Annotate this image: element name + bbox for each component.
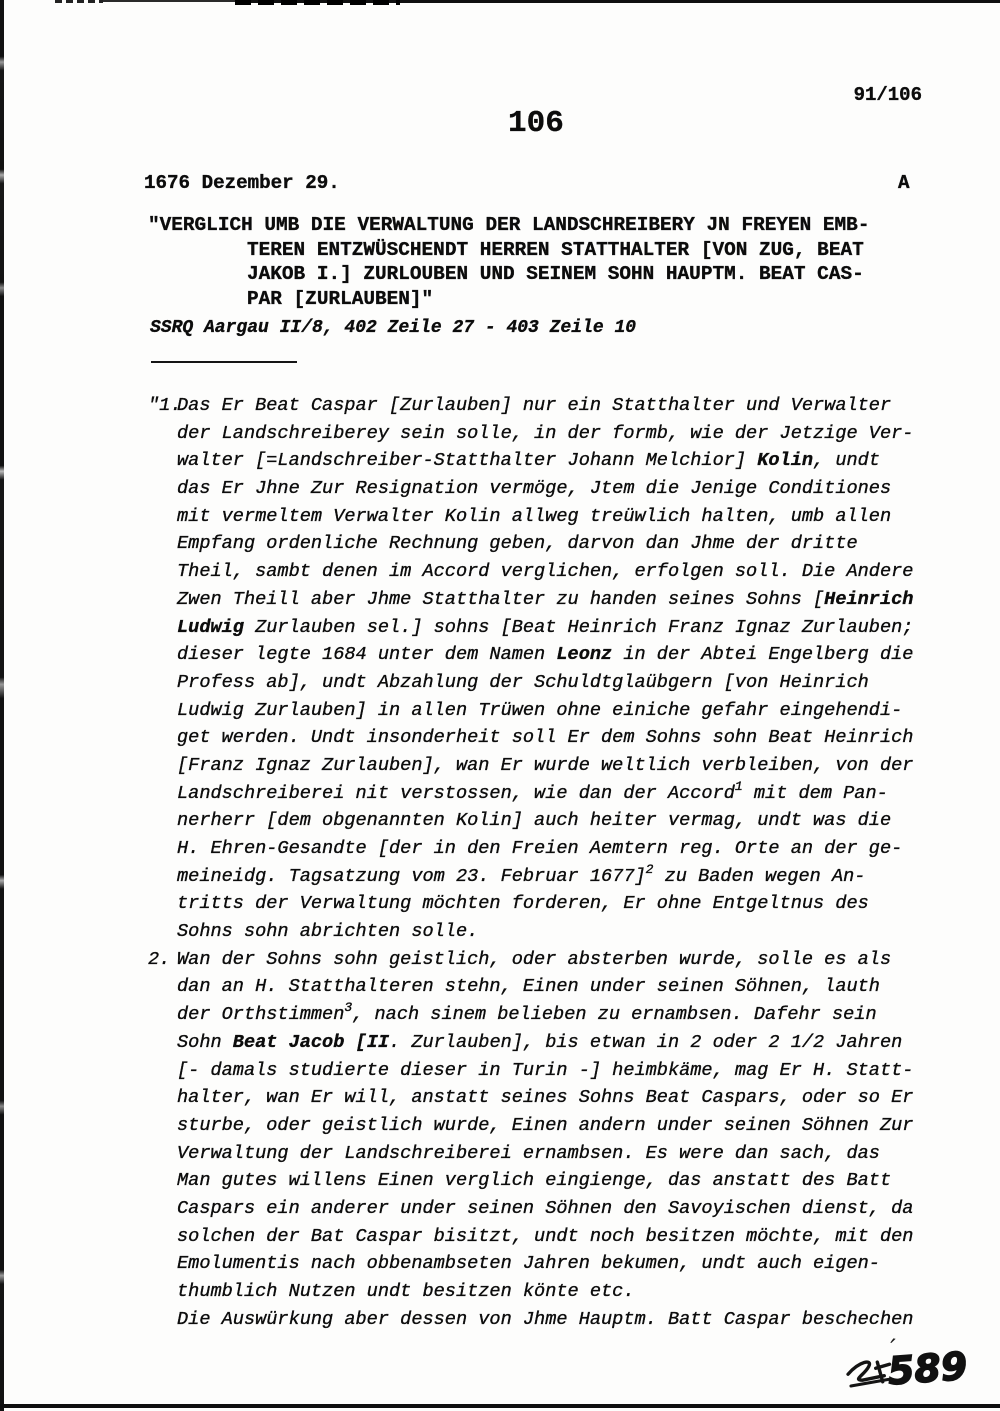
body-line: solchen der Bat Caspar bisitzt, undt noch besitzen möchte, mit den [177,1225,914,1247]
body-line: nerherr [dem obgenannten Kolin] auch heiter vermag, undt was die [177,810,892,832]
scan-edge-top-dashes [55,0,103,3]
body-line: Profess ab], undt Abzahlung der Schuldtglaübgern [von Heinrich [177,671,869,693]
body-text [148,392,948,1333]
body-line: thumblich Nutzen undt besitzen könte etc. [177,1281,635,1302]
body-line: mit vermeltem Verwalter Kolin allweg treüwlich halten, umb allen [177,505,892,527]
list-marker: "1. [148,395,182,416]
body-line: [Franz Ignaz Zurlauben], wan Er wurde weltlich verbleiben, von der [177,754,914,776]
body-line: Theil, sambt denen im Accord verglichen, erfolgen soll. Die Andere [177,561,914,583]
body-line: "1. Das Er Beat Caspar [Zurlauben] nur ein Statthalter und Verwalter [148,392,948,420]
body-line: Ludwig Zurlauben sel.] sohns [Beat Heinrich Franz Ignaz Zurlauben; [177,616,914,638]
body-line: Zwen Theill aber Jhme Statthalter zu handen seines Sohns [Heinrich [177,588,914,610]
body-line: Caspars ein anderer under seinen Söhnen den Savoyischen dienst, da [177,1197,914,1219]
handwritten-annotation [838,1336,978,1394]
document-date: 1676 Dezember 29. [144,172,340,194]
source-citation: SSRQ Aargau II/8, 402 Zeile 27 - 403 Zeile 10 [150,318,637,338]
title-line: TEREN ENTZWÜSCHENDT HERREN STATTHALTER [VON ZUG, BEAT [247,238,864,261]
body-line: Landschreiberei nit verstossen, wie dan der Accord$^1$ mit dem Pan- [177,778,888,804]
folio-number: 91/106 [853,84,922,106]
scan-speck: , [889,1329,901,1347]
separator-rule [151,361,297,363]
body-line: [- damals studierte dieser in Turin -] heimbkäme, mag Er H. Statt- [177,1059,914,1081]
body-line: tritts der Verwaltung möchten forderen, Er ohne Entgeltnus des [177,893,869,915]
list-marker: 2. [148,948,171,970]
body-line: Empfang ordenliche Rechnung geben, darvon dan Jhme der dritte [177,533,858,555]
scan-edge-bottom [0,1404,1000,1408]
body-line: Sohn Beat Jacob [II. Zurlauben], bis etwan in 2 oder 2 1/2 Jahren [177,1031,903,1053]
body-line: der Landschreiberey sein solle, in der formb, wie der Jetzige Ver- [177,422,914,444]
body-line: Sohns sohn abrichten solle. [177,921,479,943]
handwritten-number: 589 [886,1343,969,1394]
body-line: 2. Wan der Sohns sohn geistlich, oder absterben wurde, solle es als [148,946,948,974]
scan-edge-left [0,0,4,1411]
body-line: halter, wan Er will, anstatt seines Sohns Beat Caspars, oder so Er [177,1087,914,1109]
body-line: sturbe, oder geistlich wurde, Einen andern under seinen Söhnen Zur [177,1114,914,1136]
body-line: meineidg. Tagsatzung vom 23. Februar 1677]$^2$ zu Baden wegen An- [177,861,866,887]
series-letter: A [898,172,910,194]
body-line: der Orthstimmen$^3$, nach sinem belieben zu ernambsen. Dafehr sein [177,1000,877,1026]
scan-edge-top-thick-dashes [235,0,400,5]
body-line: Die Auswürkung aber dessen von Jhme Hauptm. Batt Caspar beschechen [177,1308,914,1330]
title-line: JAKOB I.] ZURLOUBEN UND SEINEM SOHN HAUPTM. BEAT CAS- [247,263,864,286]
body-line: das Er Jhne Zur Resignation vermöge, Jtem die Jenige Conditiones [177,478,892,500]
title-line: "VERGLICH UMB DIE VERWALTUNG DER LANDSCHREIBERY JN FREYEN EMB- [148,214,870,236]
body-line: Emolumentis nach obbenambseten Jahren bekumen, undt auch eigen- [177,1253,880,1275]
body-line: Verwaltung der Landschreiberei ernambsen. Es were dan sach, das [177,1142,880,1164]
body-line: get werden. Undt insonderheit soll Er dem Sohns sohn Beat Heinrich [177,727,914,749]
body-line: H. Ehren-Gesandte [der in den Freien Aemtern reg. Orte an der ge- [177,838,903,859]
body-line: dieser legte 1684 unter dem Namen Leonz in der Abtei Engelberg die [177,644,914,666]
document-number: 106 [508,106,564,141]
body-line: dan an H. Statthalteren stehn, Einen under seinen Söhnen, lauth [177,976,880,998]
document-title [148,213,869,312]
title-line: PAR [ZURLAUBEN]" [247,288,434,311]
body-line: Ludwig Zurlauben] in allen Trüwen ohne einiche gefahr eingehendi- [177,699,903,721]
body-line: Man gutes willens Einen verglich eingienge, das anstatt des Batt [177,1170,892,1192]
scan-edge-top-thin [103,0,235,2]
body-line: walter [=Landschreiber-Statthalter Johann Melchior] Kolin, undt [177,450,880,472]
